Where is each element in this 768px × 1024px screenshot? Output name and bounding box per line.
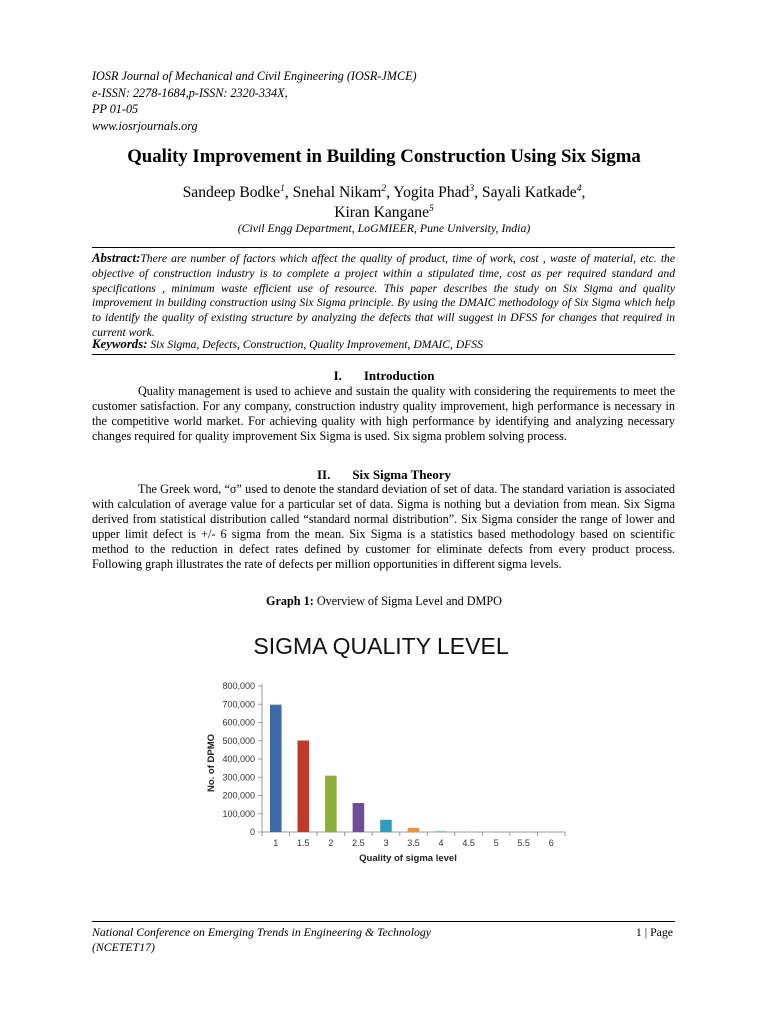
chart-x-ticks	[262, 832, 565, 848]
chart-y-tick-label: 300,000	[222, 772, 255, 783]
chart-y-tick-label: 200,000	[222, 790, 255, 801]
chart-y-tick-label: 100,000	[222, 808, 255, 819]
graph-caption-text: Overview of Sigma Level and DMPO	[313, 594, 502, 608]
chart-y-ticks	[222, 681, 262, 837]
chart-x-tick-label: 3.5	[407, 838, 420, 848]
journal-issn: e-ISSN: 2278-1684,p-ISSN: 2320-334X,	[92, 85, 288, 100]
chart-bar-sigma-1	[270, 705, 282, 832]
chart-x-tick-label: 2	[328, 838, 334, 848]
page-number: 1 | Page	[635, 925, 673, 939]
chart-bar-sigma-3-5	[408, 828, 420, 832]
chart-bar-sigma-4	[435, 831, 447, 832]
section-heading-introduction	[0, 368, 768, 384]
chart-x-tick-label: 1.5	[297, 838, 310, 848]
footer-rule	[92, 921, 675, 922]
chart-x-tick-label: 4	[438, 838, 444, 848]
page-footer	[92, 925, 675, 955]
abstract-bottom-rule	[92, 354, 675, 355]
chart-x-tick-label: 6	[548, 838, 554, 848]
chart-x-tick-label: 5	[493, 838, 499, 848]
journal-name: IOSR Journal of Mechanical and Civil Engineering (IOSR-JMCE)	[92, 69, 417, 83]
chart-bar-sigma-2	[325, 776, 337, 832]
affiliation: (Civil Engg Department, LoGMIEER, Pune University, India)	[237, 221, 531, 235]
chart-x-tick-label: 1	[273, 838, 279, 848]
chart-svg	[0, 600, 768, 870]
keywords	[92, 337, 675, 352]
chart-y-tick-label: 500,000	[222, 735, 255, 746]
chart-bar-sigma-1-5	[298, 741, 310, 832]
chart-x-tick-label: 2.5	[352, 838, 365, 848]
footer-acronym: (NCETET17)	[92, 940, 155, 954]
author: Sayali Katkade$^4$	[481, 183, 582, 201]
chart-x-axis-label: Quality of sigma level	[359, 853, 457, 864]
section-number: II.	[316, 467, 331, 482]
author: Yogita Phad$^3$	[393, 183, 475, 201]
chart-bar-sigma-3	[380, 820, 392, 832]
chart-y-tick-label: 800,000	[222, 681, 255, 691]
author: Sandeep Bodke$^1$	[182, 183, 285, 201]
chart-x-tick-label: 5.5	[517, 838, 530, 848]
journal-header	[92, 68, 417, 134]
abstract-text: There are number of factors which affect the quality of product, time of work, cost , waste of material, etc. the objective of construction industry is to complete a project within a stipulated time, cost as per required standard and specifications , minimum waste efficient use of resource. This paper describes the study on Six Sigma and quality improvement in building construction using Six Sigma principle. By using the DMAIC methodology of Six Sigma which help to identify the quality of existing structure by analyzing the defects that will suggest in DFSS for changes that required in current work.	[92, 252, 675, 339]
six-sigma-theory-paragraph: The Greek word, “σ” used to denote the standard deviation of set of data. The standard variation is associated with calculation of average value for a particular set of data. Sigma is nothing but a deviation from mean. Six Sigma derived from statistical distribution called “standard normal distribution”. Six Sigma consider the range of lower and upper limit defect is +/- 6 sigma from the mean. Six Sigma is a statistics based methodology based on scientific method to the reduction in defect rates defined by customer for eliminate defects from every product process. Following graph illustrates the rate of defects per million opportunities in different sigma levels.	[92, 482, 675, 571]
keywords-text: Six Sigma, Defects, Construction, Quality Improvement, DMAIC, DFSS	[150, 338, 483, 351]
introduction-paragraph: Quality management is used to achieve and sustain the quality with considering the requirements to meet the customer satisfaction. For any company, construction industry quality improvement, high performance is necessary in the competitive world market. For achieving quality with high performance by identifying and analyzing necessary changes required for quality improvement Six Sigma is used. Six sigma problem solving process.	[92, 384, 675, 443]
abstract-label: Abstract:	[92, 251, 141, 265]
chart-x-tick-label: 4.5	[462, 838, 475, 848]
chart-y-axis-label: No. of DPMO	[206, 733, 217, 793]
graph-caption-label: Graph 1:	[266, 594, 314, 608]
author: Snehal Nikam$^2$	[292, 183, 387, 201]
chart-bar-sigma-2-5	[353, 803, 365, 832]
chart-title: SIGMA QUALITY LEVEL	[253, 633, 509, 659]
chart-x-tick-label: 3	[383, 838, 389, 848]
section-title: Six Sigma Theory	[352, 467, 452, 482]
footer-conference: National Conference on Emerging Trends in Engineering & Technology	[92, 925, 432, 939]
sigma-quality-chart	[0, 600, 768, 870]
chart-y-tick-label: 700,000	[222, 699, 255, 710]
section-title: Introduction	[363, 368, 435, 383]
section-heading-six-sigma-theory	[0, 467, 768, 483]
chart-y-tick-label: 400,000	[222, 754, 255, 764]
abstract	[92, 251, 675, 341]
keywords-label: Keywords:	[92, 337, 148, 351]
abstract-top-rule	[92, 247, 675, 248]
journal-pages: PP 01-05	[92, 102, 139, 116]
section-number: I.	[333, 368, 342, 383]
paper-title: Quality Improvement in Building Construction Using Six Sigma	[127, 146, 641, 167]
author: Kiran Kangane$^5$	[334, 203, 434, 221]
chart-y-tick-label: 600,000	[222, 717, 255, 728]
author-list: Sandeep Bodke$^1$, Snehal Nikam$^2$, Yogita Phad$^3$, Sayali Katkade$^4$, Kiran Kangane$^5$	[182, 183, 586, 221]
chart-bars	[270, 705, 557, 832]
journal-website[interactable]: www.iosrjournals.org	[92, 118, 198, 133]
chart-y-tick-label: 0	[249, 827, 255, 837]
